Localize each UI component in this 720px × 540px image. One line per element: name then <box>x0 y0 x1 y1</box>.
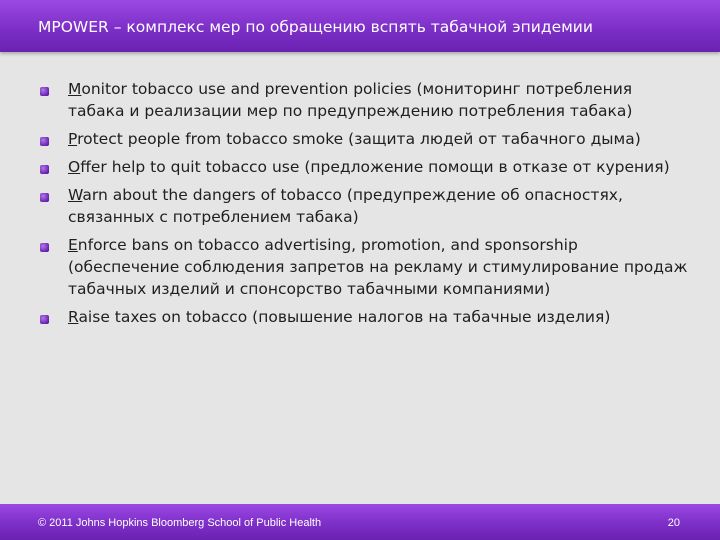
slide-title: MPOWER – комплекс мер по обращению вспять табачной эпидемии <box>38 18 593 36</box>
bullet-icon <box>40 87 49 96</box>
bullet-icon <box>40 315 49 324</box>
acronym-letter: R <box>68 308 79 326</box>
item-text: onitor tobacco use and prevention policies (мониторинг потребления табака и реализации мер по предупреждению потребления табака) <box>68 80 633 120</box>
list-item-enforce <box>40 234 690 300</box>
title-bar <box>0 0 720 52</box>
page-number: 20 <box>667 517 680 529</box>
list-item-offer <box>40 156 690 178</box>
item-text: ffer help to quit tobacco use (предложение помощи в отказе от курения) <box>80 158 670 176</box>
item-text: arn about the dangers of tobacco (предупреждение об опасностях, связанных с потреблением табака) <box>68 186 623 226</box>
bullet-icon <box>40 165 49 174</box>
bullet-list <box>40 78 690 334</box>
item-text: nforce bans on tobacco advertising, promotion, and sponsorship (обеспечение соблюдения запретов на рекламу и стимулирование продаж табачных изделий и спонсорство табачными компаниями) <box>68 236 688 298</box>
bullet-icon <box>40 137 49 146</box>
acronym-letter: W <box>68 186 83 204</box>
item-text: aise taxes on tobacco (повышение налогов на табачные изделия) <box>78 308 611 326</box>
footer-bar <box>0 504 720 540</box>
item-text: rotect people from tobacco smoke (защита людей от табачного дыма) <box>77 130 641 148</box>
acronym-letter: P <box>68 130 78 148</box>
copyright-text: © 2011 Johns Hopkins Bloomberg School of Public Health <box>38 517 322 529</box>
acronym-letter: M <box>68 80 82 98</box>
list-item-raise <box>40 306 690 328</box>
bullet-icon <box>40 243 49 252</box>
list-item-protect <box>40 128 690 150</box>
acronym-letter: O <box>68 158 81 176</box>
bullet-icon <box>40 193 49 202</box>
list-item-warn <box>40 184 690 228</box>
list-item-monitor <box>40 78 690 122</box>
acronym-letter: E <box>68 236 78 254</box>
